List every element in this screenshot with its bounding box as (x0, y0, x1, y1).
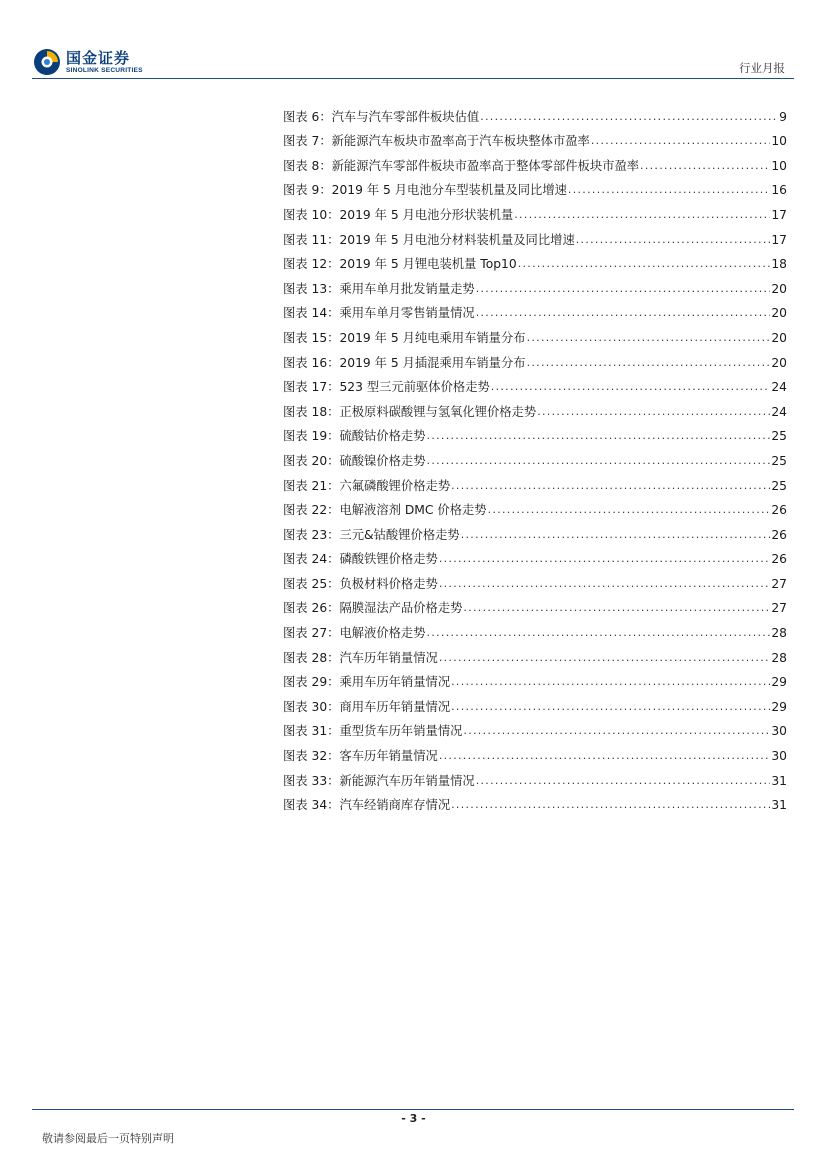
toc-entry-label: 图表 19：硫酸钴价格走势 (283, 429, 426, 444)
toc-entry-page: 20 (771, 355, 787, 370)
toc-dot-leader (518, 256, 771, 272)
toc-entry-label: 图表 14：乘用车单月零售销量情况 (283, 306, 475, 321)
report-type-label: 行业月报 (739, 61, 785, 75)
toc-entry-label: 图表 11：2019 年 5 月电池分材料装机量及同比增速 (283, 232, 575, 247)
toc-entry[interactable] (283, 444, 787, 469)
toc-entry-page: 26 (771, 527, 787, 542)
toc-entry-label: 图表 22：电解液溶剂 DMC 价格走势 (283, 503, 487, 518)
toc-entry-label: 图表 13：乘用车单月批发销量走势 (283, 281, 475, 296)
toc-entry-page: 31 (771, 773, 787, 788)
page-number: - 3 - (401, 1112, 426, 1125)
page-header (0, 0, 827, 90)
toc-dot-leader (476, 773, 771, 789)
toc-entry-label: 图表 16：2019 年 5 月插混乘用车销量分布 (283, 355, 526, 370)
toc-entry-label: 图表 6：汽车与汽车零部件板块估值 (283, 109, 480, 124)
toc-dot-leader (451, 478, 770, 494)
toc-entry-label: 图表 27：电解液价格走势 (283, 626, 426, 641)
toc-dot-leader (427, 453, 771, 469)
footer-disclaimer: 敬请参阅最后一页特别声明 (42, 1132, 174, 1145)
toc-dot-leader (427, 428, 771, 444)
toc-entry-page: 10 (771, 134, 787, 149)
toc-entry[interactable] (283, 223, 787, 248)
toc-entry-page: 9 (779, 109, 787, 124)
toc-dot-leader (527, 330, 771, 346)
toc-entry-page: 25 (771, 429, 787, 444)
toc-entry-page: 29 (771, 699, 787, 714)
toc-entry[interactable] (283, 739, 787, 764)
toc-dot-leader (439, 748, 771, 764)
brand-logo (32, 46, 162, 80)
toc-entry-page: 24 (771, 404, 787, 419)
toc-entry[interactable] (283, 518, 787, 543)
toc-entry-page: 26 (771, 552, 787, 567)
toc-entry-label: 图表 23：三元&钴酸锂价格走势 (283, 527, 460, 542)
toc-dot-leader (527, 355, 771, 371)
toc-dot-leader (451, 797, 770, 813)
toc-entry-page: 20 (771, 306, 787, 321)
toc-dot-leader (537, 404, 770, 420)
toc-dot-leader (427, 625, 771, 641)
logo-mark-icon (32, 47, 62, 77)
toc-entry-label: 图表 15：2019 年 5 月纯电乘用车销量分布 (283, 330, 526, 345)
toc-entry[interactable] (283, 321, 787, 346)
toc-entry[interactable] (283, 469, 787, 494)
toc-entry-label: 图表 17：523 型三元前驱体价格走势 (283, 380, 490, 395)
toc-entry[interactable] (283, 592, 787, 617)
toc-entry-label: 图表 26：隔膜湿法产品价格走势 (283, 601, 463, 616)
toc-entry-page: 24 (771, 380, 787, 395)
toc-dot-leader (640, 158, 770, 174)
toc-dot-leader (480, 109, 778, 125)
toc-dot-leader (451, 674, 770, 690)
toc-dot-leader (439, 576, 771, 592)
toc-entry-page: 30 (771, 724, 787, 739)
toc-entry-label: 图表 25：负极材料价格走势 (283, 576, 438, 591)
toc-entry[interactable] (283, 371, 787, 396)
toc-dot-leader (476, 281, 771, 297)
toc-entry-page: 17 (771, 207, 787, 222)
toc-entry-page: 30 (771, 749, 787, 764)
toc-dot-leader (463, 600, 770, 616)
toc-entry[interactable] (283, 125, 787, 150)
toc-entry[interactable] (283, 690, 787, 715)
toc-dot-leader (568, 182, 770, 198)
toc-dot-leader (514, 207, 770, 223)
toc-entry-label: 图表 30：商用车历年销量情况 (283, 699, 451, 714)
toc-entry[interactable] (283, 174, 787, 199)
toc-entry[interactable] (283, 789, 787, 814)
toc-entry-label: 图表 8：新能源汽车零部件板块市盈率高于整体零部件板块市盈率 (283, 158, 640, 173)
toc-dot-leader (451, 699, 770, 715)
toc-entry-page: 25 (771, 478, 787, 493)
toc-entry-label: 图表 20：硫酸镍价格走势 (283, 453, 426, 468)
footer-divider (32, 1109, 794, 1110)
toc-entry-label: 图表 32：客车历年销量情况 (283, 749, 438, 764)
toc-entry-page: 27 (771, 576, 787, 591)
toc-dot-leader (576, 232, 771, 248)
toc-entry-label: 图表 24：磷酸铁锂价格走势 (283, 552, 438, 567)
toc-entry-page: 20 (771, 281, 787, 296)
toc-entry[interactable] (283, 297, 787, 322)
toc-dot-leader (463, 723, 770, 739)
toc-dot-leader (439, 650, 771, 666)
toc-dot-leader (439, 551, 771, 567)
toc-entry-page: 28 (771, 626, 787, 641)
toc-entry-label: 图表 31：重型货车历年销量情况 (283, 724, 463, 739)
toc-dot-leader (491, 379, 771, 395)
toc-entry-page: 29 (771, 675, 787, 690)
toc-entry[interactable] (283, 248, 787, 273)
toc-entry-label: 图表 29：乘用车历年销量情况 (283, 675, 451, 690)
toc-entry-label: 图表 33：新能源汽车历年销量情况 (283, 773, 475, 788)
toc-entry-label: 图表 10：2019 年 5 月电池分形状装机量 (283, 207, 514, 222)
toc-entry-label: 图表 21：六氟磷酸锂价格走势 (283, 478, 451, 493)
toc-entry-page: 26 (771, 503, 787, 518)
toc-entry-label: 图表 28：汽车历年销量情况 (283, 650, 438, 665)
toc-entry-page: 27 (771, 601, 787, 616)
toc-entry-page: 31 (771, 798, 787, 813)
logo-english-name: SINOLINK SECURITIES (66, 67, 143, 74)
toc-entry-page: 16 (771, 183, 787, 198)
toc-entry[interactable] (283, 149, 787, 174)
toc-entry[interactable] (283, 198, 787, 223)
toc-entry-page: 17 (771, 232, 787, 247)
toc-entry-label: 图表 34：汽车经销商库存情况 (283, 798, 451, 813)
toc-entry[interactable] (283, 494, 787, 519)
toc-entry[interactable] (283, 272, 787, 297)
toc-entry[interactable] (283, 346, 787, 371)
toc-entry-page: 20 (771, 330, 787, 345)
toc-entry[interactable] (283, 395, 787, 420)
toc-dot-leader (461, 527, 771, 543)
toc-entry-label: 图表 18：正极原料碳酸锂与氢氧化锂价格走势 (283, 404, 537, 419)
toc-dot-leader (476, 305, 771, 321)
toc-entry-label: 图表 7：新能源汽车板块市盈率高于汽车板块整体市盈率 (283, 134, 590, 149)
toc-dot-leader (488, 502, 771, 518)
toc-entry-page: 10 (771, 158, 787, 173)
toc-entry[interactable] (283, 616, 787, 641)
toc-entry-page: 25 (771, 453, 787, 468)
toc-entry-page: 28 (771, 650, 787, 665)
figure-list (283, 100, 787, 813)
toc-entry[interactable] (283, 100, 787, 125)
logo-chinese-name: 国金证券 (66, 49, 131, 67)
toc-entry[interactable] (283, 543, 787, 568)
header-divider (32, 78, 794, 79)
toc-entry-label: 图表 9：2019 年 5 月电池分车型装机量及同比增速 (283, 183, 567, 198)
toc-dot-leader (591, 133, 770, 149)
toc-entry-label: 图表 12：2019 年 5 月锂电装机量 Top10 (283, 257, 517, 272)
toc-entry[interactable] (283, 567, 787, 592)
toc-entry-page: 18 (771, 257, 787, 272)
toc-entry[interactable] (283, 666, 787, 691)
toc-entry[interactable] (283, 641, 787, 666)
toc-entry[interactable] (283, 764, 787, 789)
toc-entry[interactable] (283, 420, 787, 445)
toc-entry[interactable] (283, 715, 787, 740)
